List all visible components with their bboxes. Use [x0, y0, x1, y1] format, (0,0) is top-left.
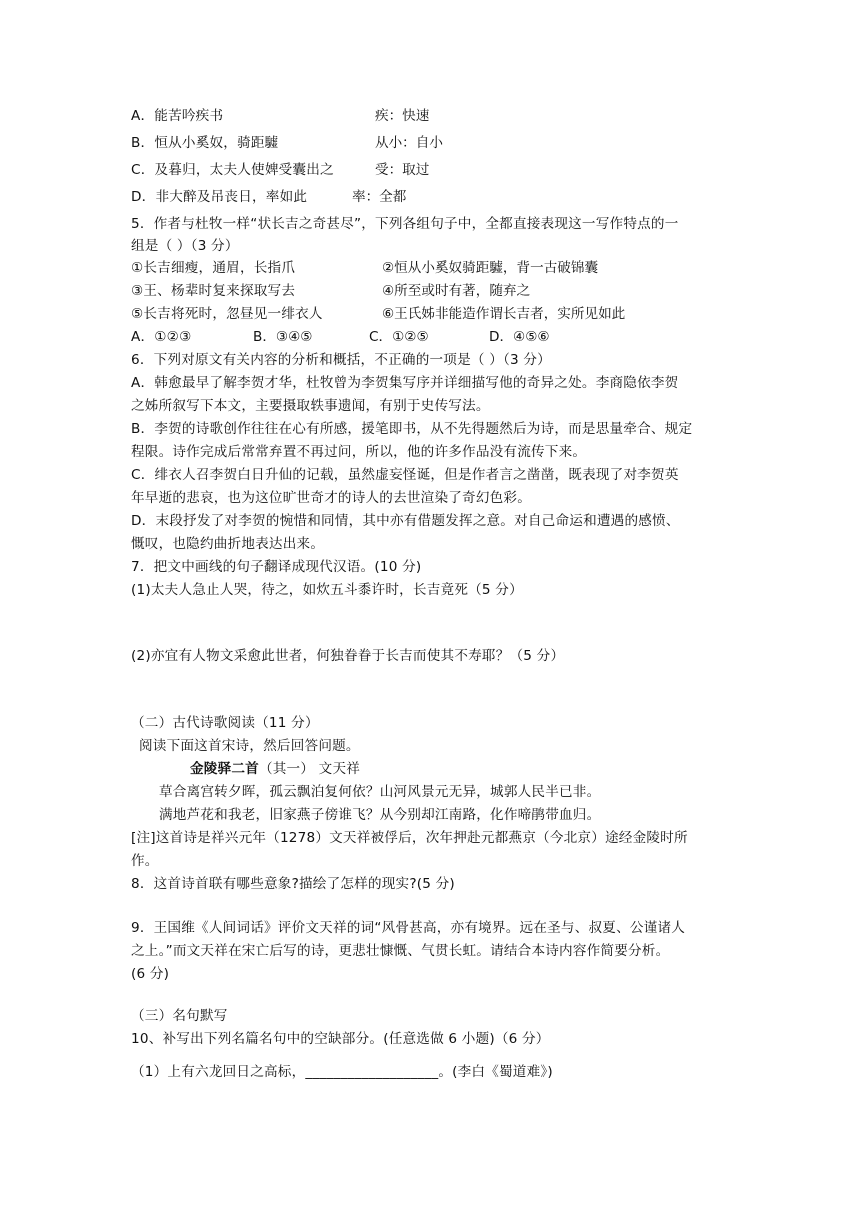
poem-title: 金陵驿二首 — [190, 761, 259, 777]
q5-item-5: ⑤长吉将死时，忽昼见一绯衣人 — [131, 306, 323, 322]
q5-item-6: ⑥王氏姊非能造作谓长吉者，实所见如此 — [382, 306, 626, 322]
q9-line1: 9．王国维《人间词话》评价文天祥的词“风骨甚高，亦有境界。远在圣与、叔夏、公谨诸人 — [131, 920, 686, 936]
poem-subtitle: （其一） 文天祥 — [258, 761, 361, 777]
section2-title: （二）古代诗歌阅读（11 分） — [131, 715, 319, 731]
q5-choice-d: D．④⑤⑥ — [489, 329, 550, 345]
q9-line3: (6 分) — [131, 966, 170, 982]
q6-stem: 6．下列对原文有关内容的分析和概括，不正确的一项是（ ）（3 分） — [131, 352, 551, 368]
q7-sentence-1: (1)太夫人急止人哭，待之，如炊五斗黍许时，长吉竟死（5 分） — [131, 582, 523, 598]
q6-line-4: 程限。诗作完成后常常弃置不再过问，所以，他的许多作品没有流传下来。 — [131, 444, 587, 460]
q5-choice-c: C．①②⑤ — [369, 329, 429, 345]
q5-stem-line1: 5．作者与杜牧一样“状长吉之奇甚尽”，下列各组句子中，全都直接表现这一写作特点的一 — [131, 216, 679, 232]
q5-item-3: ③王、杨辈时复来探取写去 — [131, 283, 296, 299]
q4-option-d: D．非大醉及吊丧日，率如此 — [131, 189, 308, 205]
poem-heading — [190, 759, 360, 779]
q5-item-2: ②恒从小奚奴骑距驉，背一古破锦囊 — [382, 260, 599, 276]
poem-note-line2: 作。 — [131, 853, 159, 869]
q4-option-c: C．及暮归，太夫人使婢受囊出之 — [131, 162, 334, 178]
q5-choice-a: A．①②③ — [131, 329, 192, 345]
q5-item-4: ④所至或时有著，随弃之 — [382, 283, 531, 299]
poem-note-line1: [注]这首诗是祥兴元年（1278）文天祥被俘后，次年押赴元都燕京（今北京）途经金陵时所 — [131, 830, 688, 846]
section3-title: （三）名句默写 — [131, 1008, 228, 1024]
q6-line-2: 之姊所叙写下本文，主要摄取轶事遗闻，有别于史传写法。 — [131, 398, 490, 414]
q8: 8．这首诗首联有哪些意象?描绘了怎样的现实?(5 分) — [131, 876, 455, 892]
q10-item-1: （1）上有六龙回日之高标，___________________。(李白《蜀道难》) — [131, 1064, 553, 1080]
q6-line-7: D．末段抒发了对李贺的惋惜和同情，其中亦有借题发挥之意。对自己命运和遭遇的感愤、 — [131, 513, 680, 529]
section2-intro: 阅读下面这首宋诗，然后回答问题。 — [139, 738, 360, 754]
q5-item-1: ①长吉细瘦，通眉，长指爪 — [131, 260, 296, 276]
poem-line-2: 满地芦花和我老，旧家燕子傍谁飞？从今别却江南路，化作啼鹃带血归。 — [159, 807, 601, 823]
q9-line2: 之上。”而文天祥在宋亡后写的诗，更悲壮慷慨、气贯长虹。请结合本诗内容作简要分析。 — [131, 943, 670, 959]
q4-option-d-gloss: 率：全都 — [352, 189, 407, 205]
q6-line-3: B．李贺的诗歌创作往往在心有所感，援笔即书，从不先得题然后为诗，而是思量牵合、规定 — [131, 421, 693, 437]
q6-line-5: C．绯衣人召李贺白日升仙的记载，虽然虚妄怪诞，但是作者言之凿凿，既表现了对李贺英 — [131, 467, 679, 483]
q4-option-b: B．恒从小奚奴，骑距驉 — [131, 135, 279, 151]
q4-option-b-gloss: 从小：自小 — [375, 135, 443, 151]
q5-stem-line2: 组是（ ）（3 分） — [131, 238, 239, 254]
q10-stem: 10、补写出下列名篇名句中的空缺部分。(任意选做 6 小题)（6 分） — [131, 1031, 550, 1047]
poem-line-1: 草合离宫转夕晖，孤云飘泊复何依？山河风景元无异，城郭人民半已非。 — [159, 784, 601, 800]
q5-choice-b: B．③④⑤ — [253, 329, 313, 345]
q7-sentence-2: (2)亦宜有人物文采愈此世者，何独眷眷于长吉而使其不寿耶？（5 分） — [131, 648, 565, 664]
q4-option-c-gloss: 受：取过 — [375, 162, 430, 178]
q4-option-a-gloss: 疾：快速 — [375, 108, 430, 124]
q7-stem: 7．把文中画线的句子翻译成现代汉语。(10 分) — [131, 559, 422, 575]
q6-line-1: A．韩愈最早了解李贺才华，杜牧曾为李贺集写序并详细描写他的奇异之处。李商隐依李贺 — [131, 375, 679, 391]
q6-line-8: 慨叹，也隐约曲折地表达出来。 — [131, 536, 325, 552]
q4-option-a: A．能苦吟疾书 — [131, 108, 224, 124]
q6-line-6: 年早逝的悲哀，也为这位旷世奇才的诗人的去世渲染了奇幻色彩。 — [131, 490, 532, 506]
